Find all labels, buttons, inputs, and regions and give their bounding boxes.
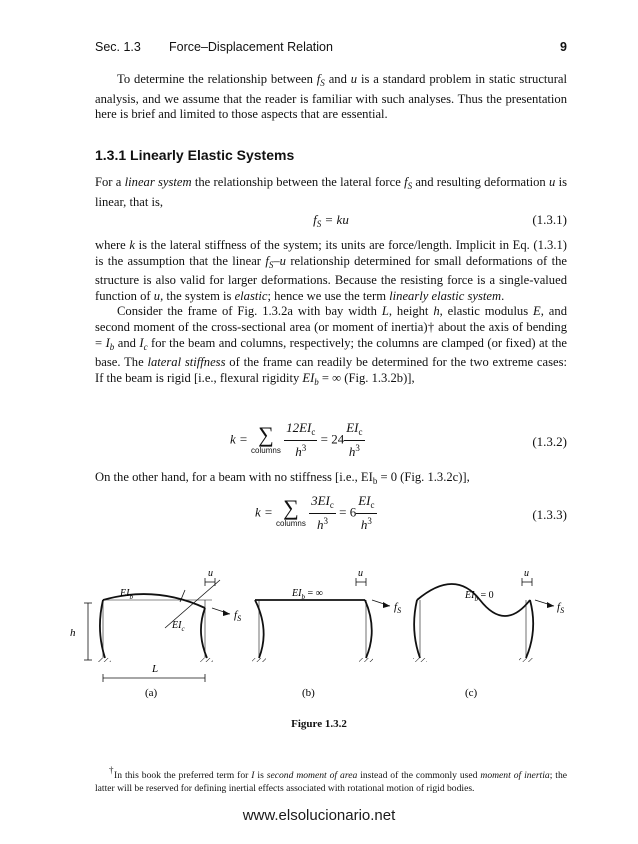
- subcaption-b: (b): [302, 687, 315, 699]
- watermark-link[interactable]: www.elsolucionario.net: [242, 807, 396, 824]
- subcaption-c: (c): [465, 687, 478, 699]
- label-eib-inf: $EI_b$ = ∞: [292, 588, 323, 601]
- label-h: h: [70, 627, 76, 639]
- equation-number: (1.3.1): [532, 212, 567, 227]
- paragraph-linear-system: For a linear system the relationship between the lateral force $f_S$ and resulting deformation u is linear, that is,: [95, 175, 567, 209]
- paragraph-no-stiffness: On the other hand, for a beam with no stiffness [i.e., $EI_b = 0$ (Fig. 1.3.2c)],: [95, 470, 470, 486]
- label-eib-zero: $EI_b = 0$: [465, 590, 494, 603]
- label-fs-c: $f_S$: [557, 601, 565, 615]
- section-heading: 1.3.1 Linearly Elastic Systems: [95, 147, 295, 163]
- page-number: 9: [560, 40, 567, 54]
- footnote: †In this book the preferred term for I is second moment of area instead of the commonly used moment of inertia; the latter will be reserved for defining inertial effects associated with rotational motion of rigid bodies.: [95, 765, 568, 794]
- equation-1-3-3: k = ∑ columns $\frac{3EI_c}{h^3}$ = 6 $\frac{EI_c}{h^3}$ (1.3.3): [255, 493, 567, 532]
- equation-number: (1.3.3): [532, 507, 567, 522]
- figure-caption: Figure 1.3.2: [291, 718, 347, 730]
- intro-paragraph: To determine the relationship between $f_S$ and u is a standard problem in static structural analysis, and we assume that the reader is familiar with such analyses. Thus the presentation here is brief and limited to those aspects that are essential.: [95, 72, 567, 122]
- label-L: L: [152, 663, 159, 675]
- frame-c: [413, 570, 564, 699]
- label-eib-a: $EI_b$: [120, 588, 133, 601]
- label-u-b: u: [358, 570, 363, 579]
- equation-1-3-2: k = ∑ columns $\frac{12EI_c}{h^3}$ = 24 $\frac{EI_c}{h^3}$ (1.3.2): [230, 420, 567, 459]
- figure-1-3-2: [60, 570, 580, 730]
- frame-b: [252, 570, 401, 699]
- header-section: Sec. 1.3: [95, 40, 141, 54]
- equation-number: (1.3.2): [532, 434, 567, 449]
- running-header: [95, 40, 567, 56]
- label-eic-a: $EI_c$: [172, 620, 185, 633]
- paragraph-stiffness: where k is the lateral stiffness of the system; its units are force/length. Implicit in Eq. (1.3.1) is the assumption that the linear $f_S-u$ relationship determined for small deformations of the structure is also valid for larger deformations. Because the resisting force is a single-valued function of u, the system is elastic; hence we use the term linearly elastic system. Consider the frame of Fig. 1.3.2a with bay width L, height h, elastic modulus E, and second moment of the cross-sectional area (or moment of inertia)† about the axis of bending = $I_b$ and $I_c$ for the beam and columns, respectively; the columns are clamped (or fixed) at the base. The lateral stiffness of the frame can readily be determined for the two extreme cases: If the beam is rigid [i.e., flexural rigidity $EI_b$ = ∞ (Fig. 1.3.2b)],: [95, 238, 567, 387]
- equation-1-3-1: $f_S$ = ku (1.3.1): [313, 212, 567, 229]
- frame-a: [70, 570, 241, 699]
- label-u-c: u: [524, 570, 529, 579]
- label-fs-b: $f_S$: [394, 601, 402, 615]
- label-u-a: u: [208, 570, 213, 579]
- header-title: Force–Displacement Relation: [169, 40, 333, 54]
- label-fs-a: $f_S$: [234, 609, 242, 623]
- subcaption-a: (a): [145, 687, 158, 699]
